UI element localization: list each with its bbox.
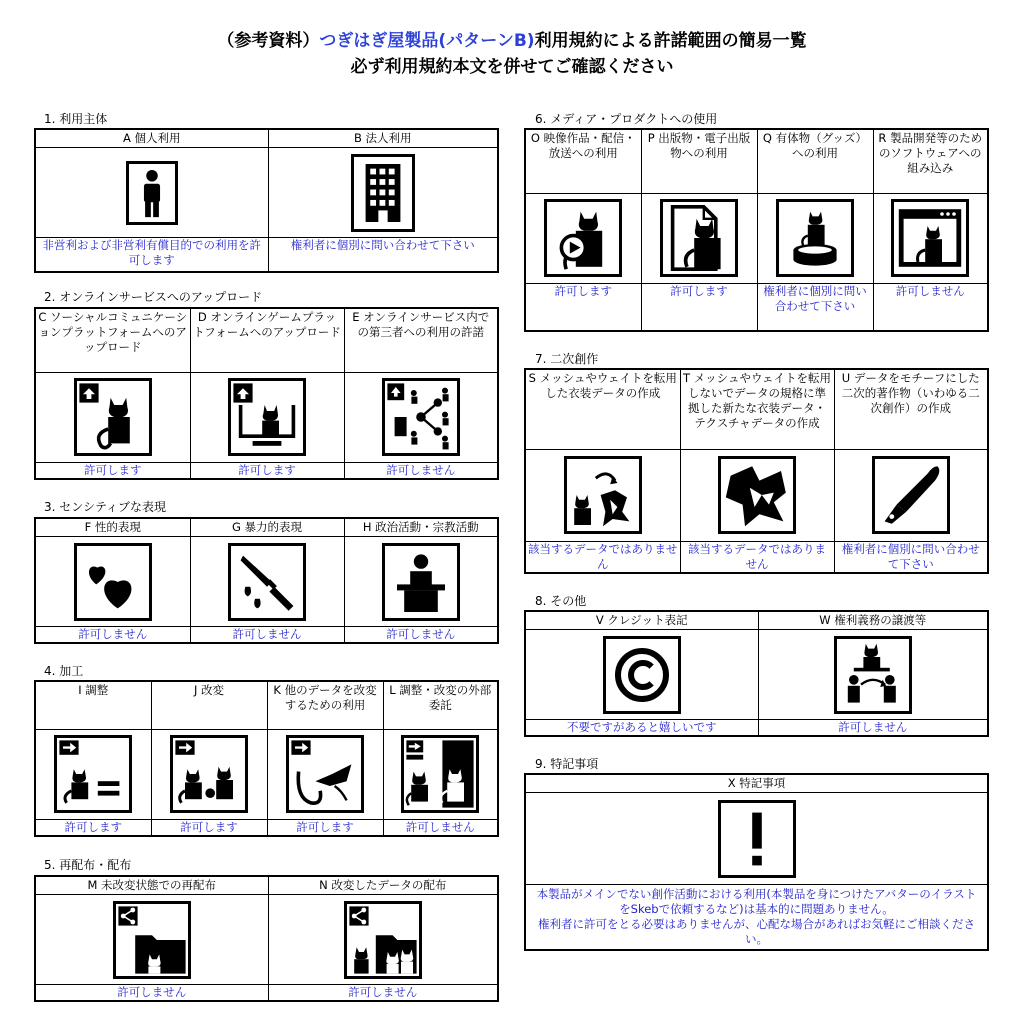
result-d: 許可します <box>190 462 344 479</box>
result-i: 許可します <box>35 819 151 836</box>
label-l: L 調整・改変の外部委託 <box>383 681 498 729</box>
title-prefix: （参考資料） <box>217 31 320 51</box>
section-1-title: 1. 利用主体 <box>44 112 108 126</box>
copyright-icon <box>603 636 681 714</box>
result-c: 許可します <box>35 462 190 479</box>
label-q: Q 有体物（グッズ）への利用 <box>757 129 873 193</box>
section-7-title: 7. 二次創作 <box>535 352 599 366</box>
special-note <box>525 885 988 951</box>
label-w: W 権利義務の譲渡等 <box>758 611 988 630</box>
result-f: 許可しません <box>35 627 190 644</box>
result-o: 許可します <box>525 283 641 331</box>
label-t: T メッシュやウェイトを転用しないでデータの規格に準拠した新たな衣装データ・テクスチャデータの作成 <box>680 369 834 449</box>
label-c: C ソーシャルコミュニケーションプラットフォームへのアップロード <box>35 308 190 372</box>
result-g: 許可しません <box>190 627 344 644</box>
section-6-table <box>524 128 989 332</box>
result-j: 許可します <box>151 819 267 836</box>
label-d: D オンラインゲームプラットフォームへのアップロード <box>190 308 344 372</box>
costume-new-icon <box>718 456 796 534</box>
pen-icon <box>872 456 950 534</box>
result-n: 許可しません <box>268 985 498 1002</box>
upload-monitor-icon <box>228 378 306 456</box>
section-5-table <box>34 875 499 1002</box>
label-h: H 政治活動・宗教活動 <box>344 518 498 537</box>
section-6-title: 6. メディア・プロダクトへの使用 <box>535 112 718 126</box>
transfer-rights-icon <box>834 636 912 714</box>
reuse-icon <box>286 735 364 813</box>
result-v: 不要ですがあると嬉しいです <box>525 720 758 737</box>
section-8-title: 8. その他 <box>535 594 587 608</box>
section-7-table <box>524 368 989 574</box>
label-x: X 特記事項 <box>525 774 988 793</box>
label-s: S メッシュやウェイトを転用した衣装データの作成 <box>525 369 680 449</box>
label-u: U データをモチーフにした二次的著作物（いわゆる二次創作）の作成 <box>834 369 988 449</box>
label-f: F 性的表現 <box>35 518 190 537</box>
page-title <box>0 30 1024 52</box>
result-q: 権利者に個別に問い合わせて下さい <box>757 283 873 331</box>
adjust-icon <box>54 735 132 813</box>
result-w: 許可しません <box>758 720 988 737</box>
result-l: 許可しません <box>383 819 498 836</box>
section-4-title: 4. 加工 <box>44 664 84 678</box>
special-note-line-2: 権利者に許可をとる必要はありませんが、心配な場合があればお気軽にご相談ください。 <box>538 917 975 946</box>
label-b: B 法人利用 <box>268 129 498 148</box>
special-note-line-1: 本製品がメインでない創作活動における利用(本製品を身につけたアバターのイラストをSkebで依頼するなど)は基本的に問題ありません。 <box>536 887 977 916</box>
section-5-title: 5. 再配布・配布 <box>44 858 132 872</box>
software-icon <box>891 199 969 277</box>
publication-icon <box>660 199 738 277</box>
result-h: 許可しません <box>344 627 498 644</box>
share-modified-icon <box>344 901 422 979</box>
label-i: I 調整 <box>35 681 151 729</box>
result-s: 該当するデータではありません <box>525 541 680 573</box>
section-1-table <box>34 128 499 273</box>
section-9-table <box>524 773 989 951</box>
knife-icon <box>228 543 306 621</box>
section-3-table <box>34 517 499 644</box>
label-o: O 映像作品・配信・放送への利用 <box>525 129 641 193</box>
result-a: 非営利および非営利有償目的での利用を許可します <box>35 238 268 272</box>
exclamation-icon <box>718 800 796 878</box>
result-m: 許可しません <box>35 985 268 1002</box>
section-2-table <box>34 307 499 480</box>
result-p: 許可します <box>641 283 757 331</box>
title-brand: つぎはぎ屋製品(パターンB) <box>319 31 535 51</box>
modify-icon <box>170 735 248 813</box>
section-2-title: 2. オンラインサービスへのアップロード <box>44 290 263 304</box>
video-icon <box>544 199 622 277</box>
label-n: N 改変したデータの配布 <box>268 876 498 895</box>
label-r: R 製品開発等のためのソフトウェアへの組み込み <box>873 129 988 193</box>
share-folder-icon <box>113 901 191 979</box>
podium-icon <box>382 543 460 621</box>
result-u: 権利者に個別に問い合わせて下さい <box>834 541 988 573</box>
label-v: V クレジット表記 <box>525 611 758 630</box>
result-r: 許可しません <box>873 283 988 331</box>
goods-icon <box>776 199 854 277</box>
outsource-icon <box>401 735 479 813</box>
title-suffix: 利用規約による許諾範囲の簡易一覧 <box>534 31 807 51</box>
share-people-icon <box>382 378 460 456</box>
section-3-title: 3. センシティブな表現 <box>44 500 167 514</box>
label-a: A 個人利用 <box>35 129 268 148</box>
building-icon <box>351 154 415 232</box>
label-g: G 暴力的表現 <box>190 518 344 537</box>
section-4-table <box>34 680 499 837</box>
label-m: M 未改変状態での再配布 <box>35 876 268 895</box>
person-icon <box>126 161 178 225</box>
costume-transfer-icon <box>564 456 642 534</box>
page-subtitle: 必ず利用規約本文を併せてご確認ください <box>350 57 674 77</box>
label-k: K 他のデータを改変するための利用 <box>267 681 383 729</box>
label-e: E オンラインサービス内での第三者への利用の許諾 <box>344 308 498 372</box>
upload-avatar-icon <box>74 378 152 456</box>
label-j: J 改変 <box>151 681 267 729</box>
result-t: 該当するデータではありません <box>680 541 834 573</box>
result-e: 許可しません <box>344 462 498 479</box>
label-p: P 出版物・電子出版物への利用 <box>641 129 757 193</box>
result-k: 許可します <box>267 819 383 836</box>
section-9-title: 9. 特記事項 <box>535 757 599 771</box>
section-8-table <box>524 610 989 737</box>
result-b: 権利者に個別に問い合わせて下さい <box>268 238 498 272</box>
hearts-icon <box>74 543 152 621</box>
